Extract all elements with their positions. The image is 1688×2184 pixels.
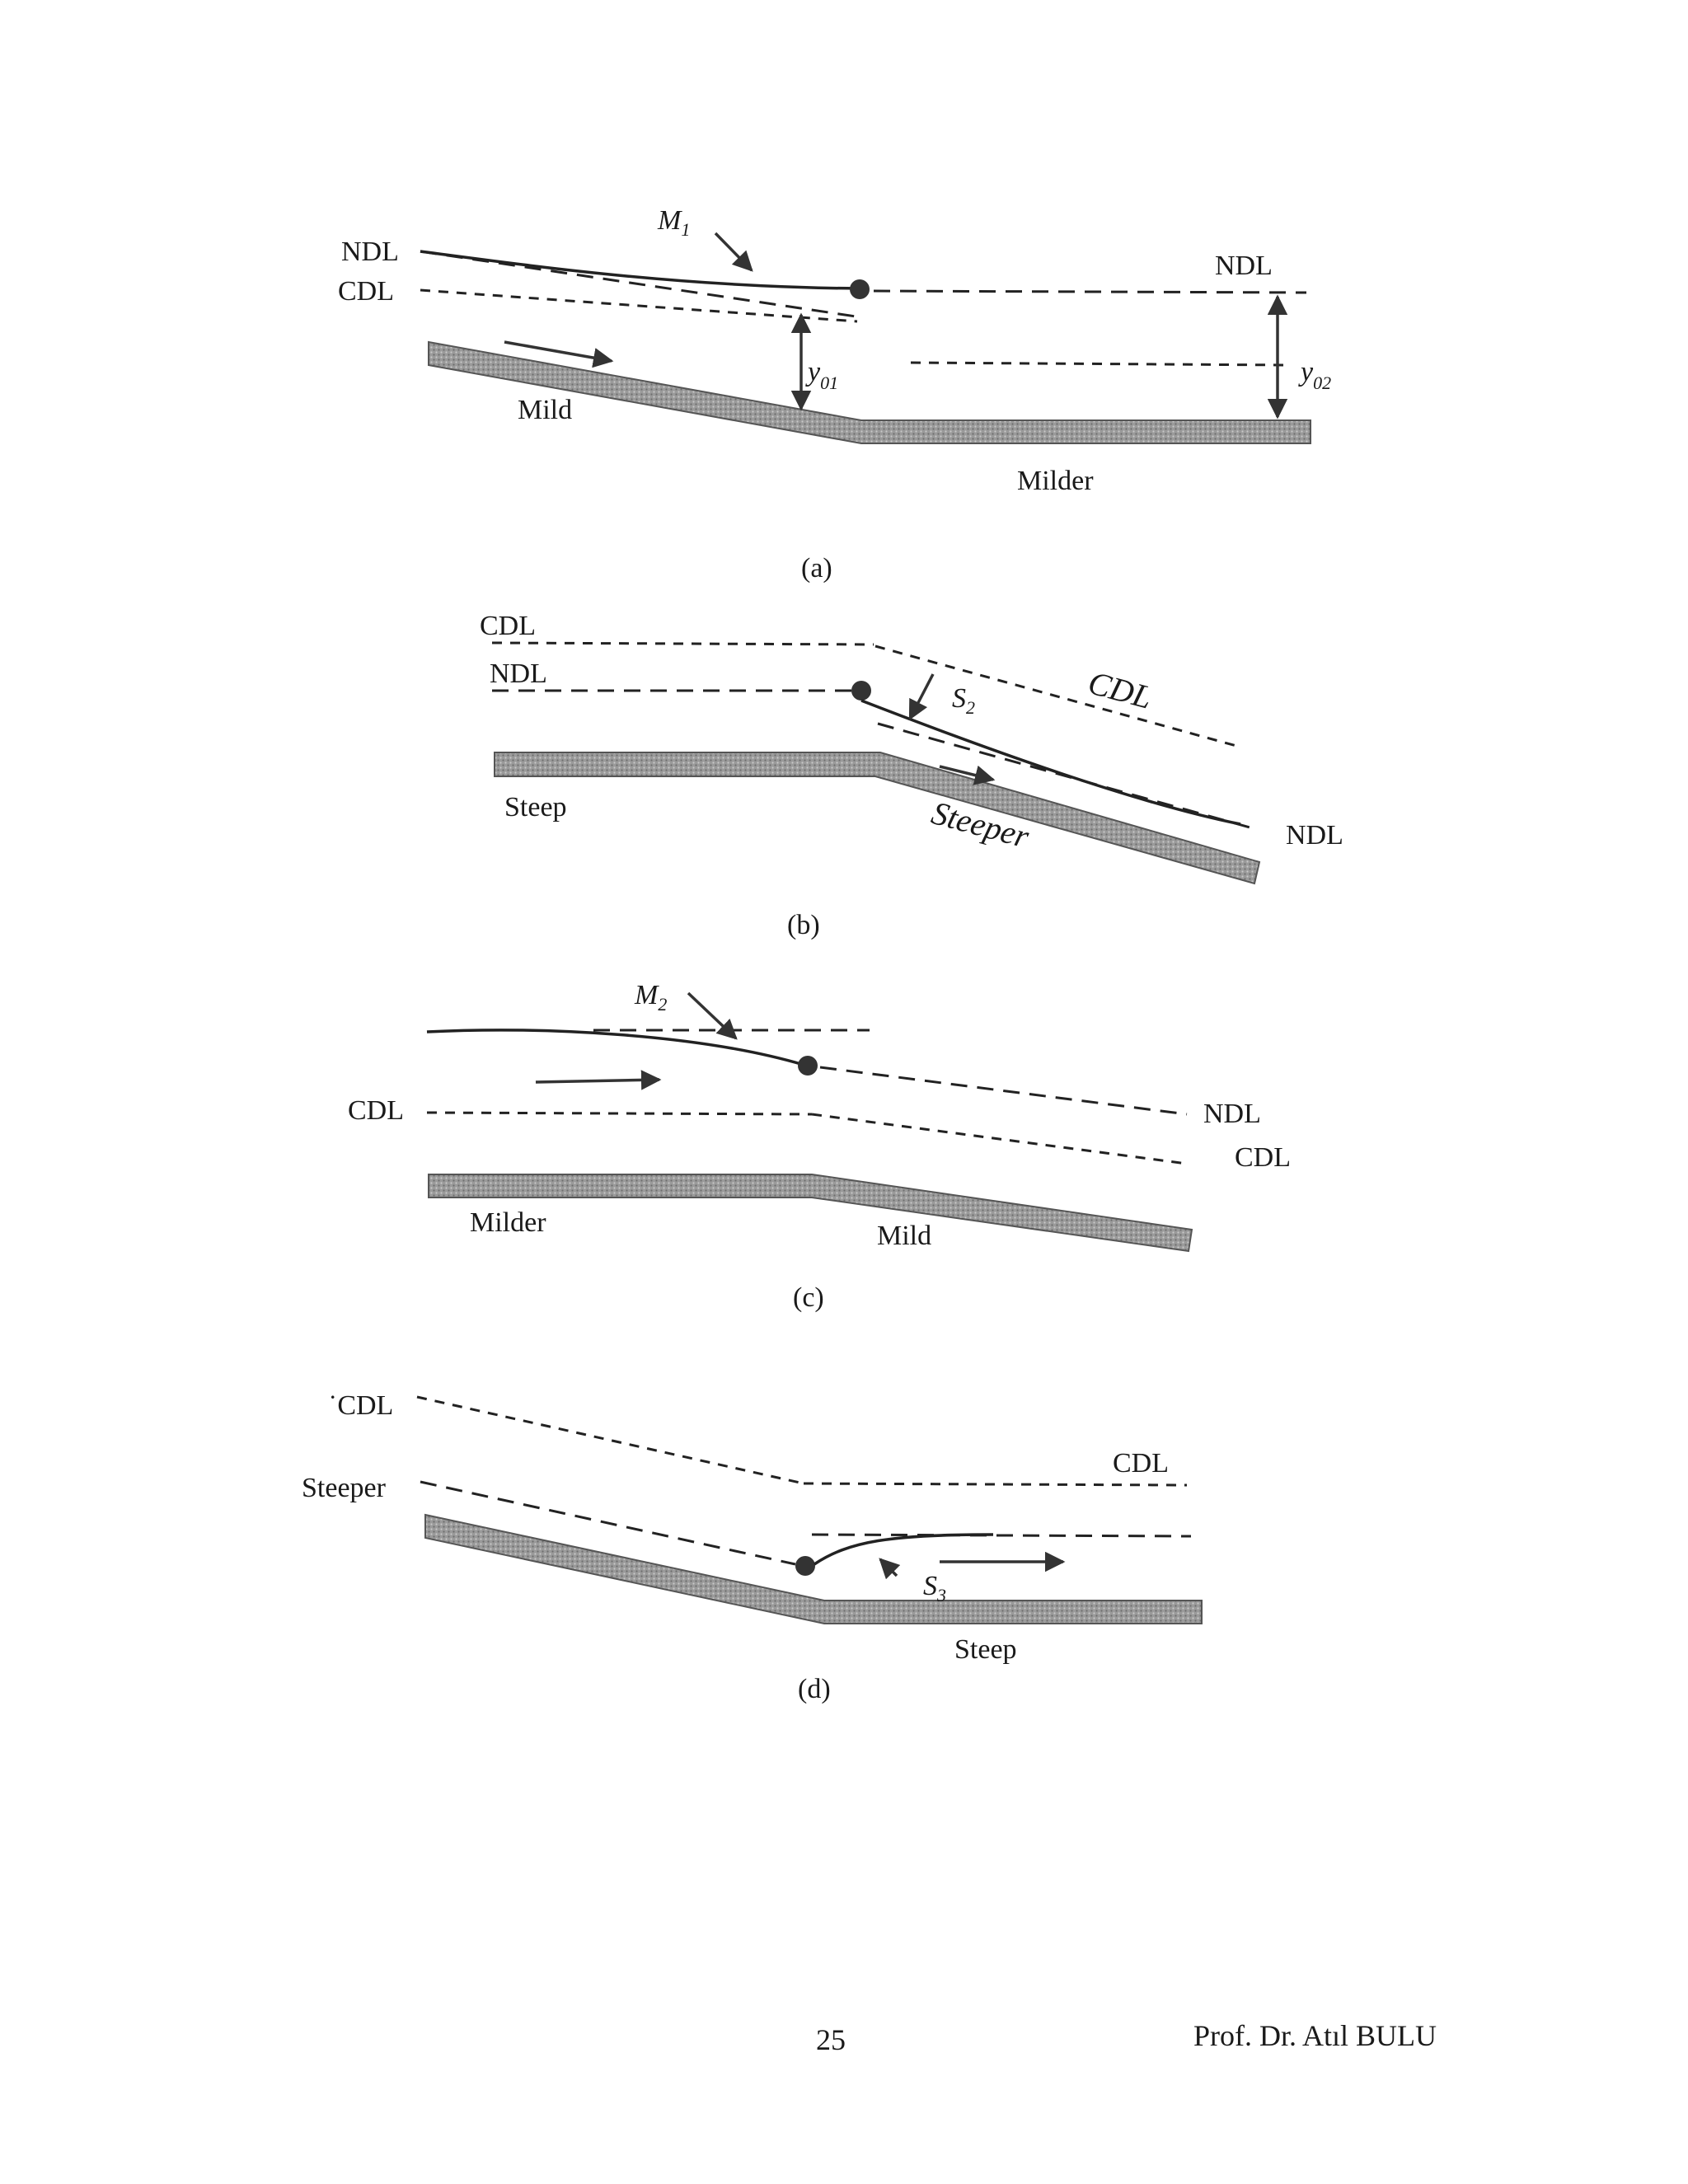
channel-bed-b: [495, 752, 1259, 883]
ndl-line-right-d: [812, 1535, 1191, 1536]
ndl-label-right-b: NDL: [1286, 820, 1343, 851]
ndl-label-right-a: NDL: [1215, 251, 1273, 281]
caption-b: (b): [787, 910, 820, 940]
y01-label: $y_{01}$: [808, 357, 839, 393]
author-credit: Prof. Dr. Atıl BULU: [1193, 2019, 1437, 2052]
ndl-line-left-d: [420, 1482, 795, 1564]
panel-b: [480, 611, 1343, 940]
flow-arrow-c: [536, 1080, 659, 1082]
cdl-line-left-b: [492, 643, 874, 644]
steep-label-d: Steep: [954, 1634, 1017, 1665]
s3-profile-curve: [814, 1535, 993, 1564]
cdl-label-right-c: CDL: [1235, 1142, 1291, 1173]
milder-label-a: Milder: [1017, 466, 1094, 496]
caption-a: (a): [801, 553, 832, 583]
s3-label: $S_3$: [923, 1571, 946, 1605]
m2-profile-curve: [427, 1030, 804, 1065]
s3-pointer-arrow: [880, 1559, 897, 1576]
cdl-label-left-b: CDL: [480, 611, 536, 641]
cdl-label-left-d: ˙CDL: [328, 1390, 394, 1421]
cdl-line-right-a: [911, 363, 1290, 365]
page-footer: [816, 2019, 1437, 2056]
steeper-label-b: Steeper: [927, 794, 1034, 855]
steeper-label-left-d: Steeper: [302, 1473, 386, 1503]
cdl-line-left-c: [427, 1113, 812, 1114]
control-point-a: [850, 279, 870, 299]
cdl-line-right-c: [812, 1114, 1187, 1164]
cdl-label-left-c: CDL: [348, 1095, 404, 1126]
cdl-label-right-b: CDL: [1084, 663, 1156, 716]
channel-bed-a: [429, 342, 1311, 443]
ndl-line-downstream-c: [820, 1067, 1187, 1114]
m1-pointer-arrow: [715, 233, 752, 270]
y02-label: $y_{02}$: [1301, 357, 1332, 393]
m2-label: $M_2$: [635, 980, 668, 1015]
control-point-d: [795, 1556, 815, 1576]
ndl-line-right-a: [874, 291, 1306, 293]
m2-pointer-arrow: [688, 993, 736, 1038]
ndl-label-left-a: NDL: [341, 237, 399, 267]
m1-label: $M_1$: [658, 205, 691, 240]
ndl-label-right-c: NDL: [1203, 1099, 1261, 1129]
panel-a: [338, 205, 1331, 583]
s2-label: $S_2$: [952, 683, 975, 718]
caption-d: (d): [798, 1674, 831, 1704]
cdl-line-right-b: [875, 646, 1236, 746]
cdl-label-left-a: CDL: [338, 276, 394, 307]
control-point-b: [851, 681, 871, 701]
panel-c: [348, 980, 1291, 1313]
ndl-label-left-b: NDL: [490, 658, 547, 689]
cdl-line-right-d: [804, 1483, 1187, 1485]
mild-label-c: Mild: [877, 1221, 932, 1251]
cdl-line-left-d: [417, 1397, 804, 1483]
steep-label-b: Steep: [504, 792, 567, 823]
milder-label-c: Milder: [470, 1207, 546, 1238]
s2-pointer-arrow: [910, 674, 933, 719]
cdl-label-right-d: CDL: [1113, 1448, 1169, 1479]
caption-c: (c): [793, 1282, 824, 1313]
panel-d: [302, 1390, 1202, 1704]
page-number: 25: [816, 2023, 846, 2056]
control-point-c: [798, 1056, 818, 1076]
mild-label-a: Mild: [518, 395, 573, 425]
